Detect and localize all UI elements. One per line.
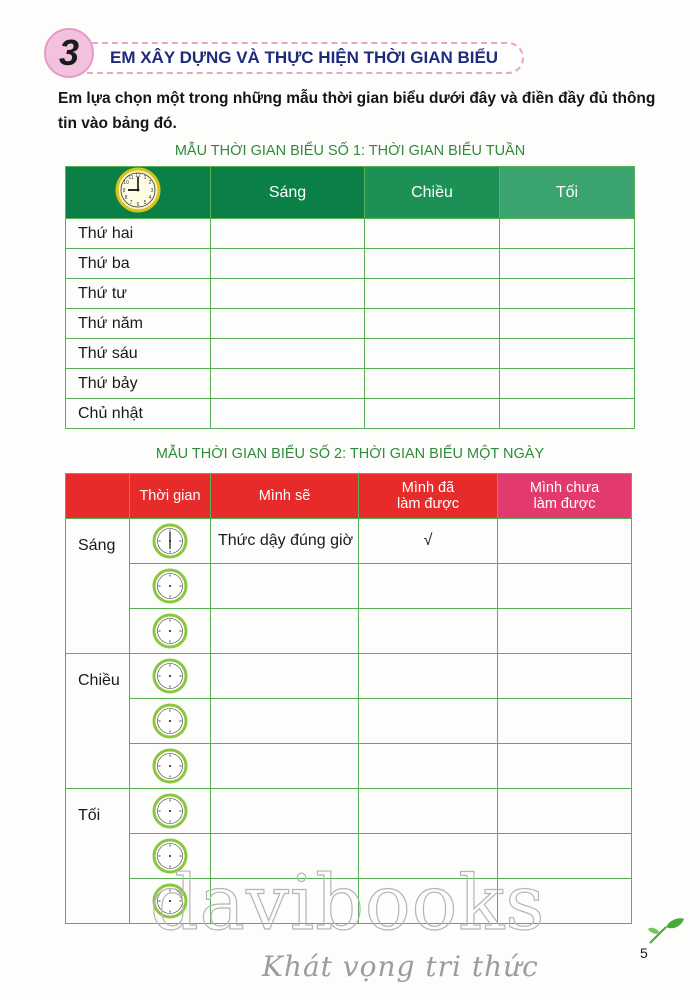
day-label: Thứ bảy [66,369,211,399]
daily-timetable [65,473,632,924]
day-label: Chủ nhật [66,399,211,429]
table1-header-evening: Tối [500,167,635,219]
page-number: 5 [640,945,648,961]
svg-text:4: 4 [148,195,152,201]
not-done-cell[interactable] [498,699,632,744]
table-row [66,369,635,399]
table-row [66,249,635,279]
time-cell[interactable] [130,519,211,564]
table1-caption: MẪU THỜI GIAN BIỂU SỐ 1: THỜI GIAN BIỂU TUẦN [174,143,526,159]
task-cell[interactable] [211,564,359,609]
section-title: EM XÂY DỰNG VÀ THỰC HIỆN THỜI GIAN BIỂU [110,48,499,67]
table1-clock-cell [66,167,211,219]
done-cell[interactable] [359,699,498,744]
time-cell[interactable] [130,699,211,744]
task-cell[interactable] [211,699,359,744]
table2-header-row [66,474,632,519]
task-cell[interactable] [211,654,359,699]
header-done-line1: Mình đã [401,480,455,496]
task-cell[interactable] [211,789,359,834]
cell-afternoon[interactable] [365,219,500,249]
table2-caption: MẪU THỜI GIAN BIỂU SỐ 2: THỜI GIAN BIỂU MỘT NGÀY [155,446,545,462]
table-row [66,564,632,609]
task-cell[interactable]: Thức dậy đúng giờ [211,519,359,564]
svg-text:3: 3 [150,188,154,194]
clock-icon [151,523,189,559]
clock-icon [151,703,189,739]
table-row [66,309,635,339]
clock-icon [151,748,189,784]
period-afternoon: Chiều [66,654,130,789]
clock-icon [151,568,189,604]
table-row [66,519,632,564]
section-number: 3 [44,28,94,78]
header-notdone-line2: làm được [533,496,596,512]
cell-morning[interactable] [211,369,365,399]
task-cell[interactable] [211,609,359,654]
table-row [66,699,632,744]
cell-afternoon[interactable] [365,309,500,339]
clock-icon [151,613,189,649]
not-done-cell[interactable] [498,654,632,699]
day-label: Thứ ba [66,249,211,279]
cell-evening[interactable] [500,219,635,249]
table-row [66,609,632,654]
svg-text:10: 10 [123,180,129,186]
table-row [66,399,635,429]
day-label: Thứ năm [66,309,211,339]
leaf-icon [646,917,686,945]
svg-text:11: 11 [128,175,134,181]
cell-evening[interactable] [500,399,635,429]
header-done-line2: làm được [397,496,459,512]
time-cell[interactable] [130,609,211,654]
cell-afternoon[interactable] [365,369,500,399]
cell-evening[interactable] [500,369,635,399]
table-row [66,654,632,699]
day-label: Thứ tư [66,279,211,309]
cell-afternoon[interactable] [365,279,500,309]
svg-text:12: 12 [135,173,141,179]
not-done-cell[interactable] [498,519,632,564]
cell-evening[interactable] [500,309,635,339]
table1-header-row [66,167,635,219]
cell-morning[interactable] [211,279,365,309]
svg-text:9: 9 [122,188,126,194]
svg-text:8: 8 [124,195,128,201]
done-cell[interactable]: √ [359,519,498,564]
svg-text:7: 7 [129,200,133,206]
table1-header-afternoon: Chiều [365,167,500,219]
done-cell[interactable] [359,654,498,699]
done-cell[interactable] [359,744,498,789]
cell-evening[interactable] [500,339,635,369]
svg-text:1: 1 [143,175,147,181]
cell-afternoon[interactable] [365,339,500,369]
table2-header-time: Thời gian [130,474,211,519]
table-row [66,219,635,249]
cell-morning[interactable] [211,399,365,429]
table2-header-done [359,474,498,519]
table-row [66,789,632,834]
cell-morning[interactable] [211,309,365,339]
cell-afternoon[interactable] [365,249,500,279]
time-cell[interactable] [130,744,211,789]
not-done-cell[interactable] [498,789,632,834]
svg-text:5: 5 [143,200,147,206]
day-label: Thứ hai [66,219,211,249]
period-morning: Sáng [66,519,130,654]
clock-icon [151,658,189,694]
done-cell[interactable] [359,789,498,834]
cell-morning[interactable] [211,339,365,369]
time-cell[interactable] [130,789,211,834]
not-done-cell[interactable] [498,564,632,609]
weekly-timetable [65,166,635,429]
watermark-brand: davibooks [150,858,546,947]
cell-morning[interactable] [211,219,365,249]
cell-morning[interactable] [211,249,365,279]
watermark-slogan: Khát vọng tri thức [262,950,539,983]
day-label: Thứ sáu [66,339,211,369]
header-notdone-line1: Mình chưa [529,480,600,496]
task-cell[interactable] [211,744,359,789]
svg-text:6: 6 [136,202,140,208]
intro-text: Em lựa chọn một trong những mẫu thời gian biểu dưới đây và điền đầy đủ thông tin vào bảng đó. [58,90,656,132]
done-cell[interactable] [359,609,498,654]
table2-header-not-done [498,474,632,519]
section-heading [44,28,524,80]
table1-header-morning: Sáng [211,167,365,219]
table-row [66,279,635,309]
svg-text:2: 2 [148,180,152,186]
not-done-cell[interactable] [498,609,632,654]
cell-evening[interactable] [500,279,635,309]
clock-icon [151,793,189,829]
table2-header-plan: Mình sẽ [211,474,359,519]
table2-header-period [66,474,130,519]
not-done-cell[interactable] [498,744,632,789]
clock-icon [113,167,163,213]
period-evening: Tối [66,789,130,924]
cell-afternoon[interactable] [365,399,500,429]
time-cell[interactable] [130,654,211,699]
table-row [66,744,632,789]
done-cell[interactable] [359,564,498,609]
cell-evening[interactable] [500,249,635,279]
time-cell[interactable] [130,564,211,609]
table-row [66,339,635,369]
